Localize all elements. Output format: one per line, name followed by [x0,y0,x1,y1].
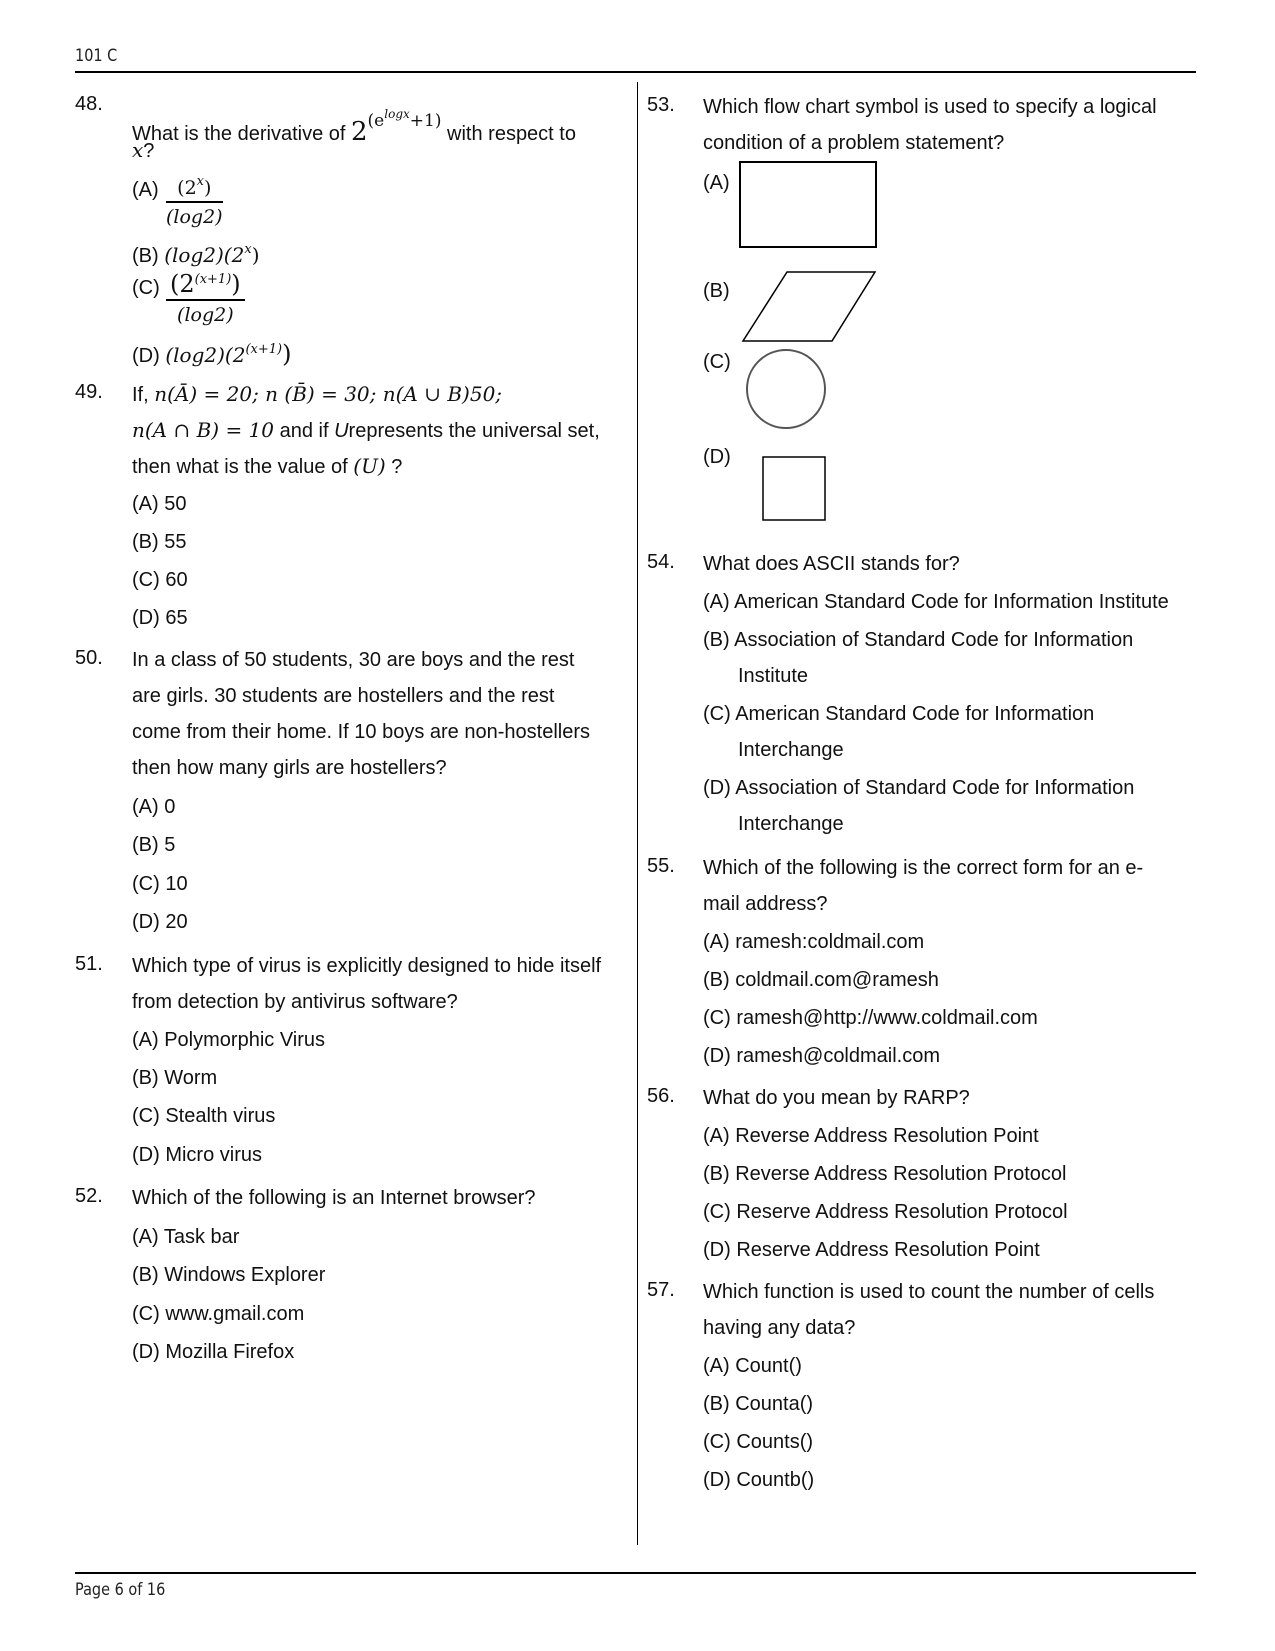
option-d[interactable]: (D) Association of Standard Code for Information [703,777,1135,799]
question-text-line2: are girls. 30 students are hostellers and the rest [132,685,555,707]
math-exponent: (elogx+1) [367,107,442,131]
question-number: 53. [647,94,675,116]
question-text-line1: Which of the following is the correct form for an e- [703,857,1144,879]
option-d[interactable]: (D) ramesh@coldmail.com [703,1045,941,1067]
option-d[interactable]: (D) Reserve Address Resolution Point [703,1239,1040,1261]
question-number: 57. [647,1279,675,1301]
option-b[interactable]: (B) 5 [132,834,176,856]
question-text-line1: If, n(Ā) = 20; n (B̄) = 30; n(A ∪ B)50; [132,382,503,406]
option-a[interactable]: (A) ramesh:coldmail.com [703,931,925,953]
option-c-fraction[interactable]: $(2^{(x+1)})$ (log2) [166,268,245,327]
question-text-line1: Which function is used to count the number of cells [703,1281,1155,1303]
question-text-line2: mail address? [703,893,828,915]
question-text-part: What is the derivative of [132,123,346,145]
question-number: 54. [647,551,675,573]
option-d[interactable]: (D) 65 [132,607,188,629]
option-c-continued[interactable]: Interchange [738,739,844,761]
option-a[interactable]: (A) Task bar [132,1226,240,1248]
option-d[interactable]: (D) Micro virus [132,1144,262,1166]
option-c-label[interactable]: (C) [132,277,160,299]
option-d[interactable]: (D) 20 [132,911,188,933]
option-d[interactable]: (D) Countb() [703,1469,815,1491]
option-c[interactable]: (C) Stealth virus [132,1105,276,1127]
question-text-line1: Which type of virus is explicitly designed to hide itself [132,955,602,977]
option-d-label[interactable]: (D) [703,446,731,468]
option-c-label[interactable]: (C) [703,351,731,373]
option-a[interactable]: (A) Reverse Address Resolution Point [703,1125,1039,1147]
math-base: 2 [351,117,368,147]
rectangle-process-symbol[interactable] [740,162,876,247]
option-b[interactable]: (B) Windows Explorer [132,1264,326,1286]
question-number: 55. [647,855,675,877]
option-c[interactable]: (C) American Standard Code for Information [703,703,1095,725]
question-number: 56. [647,1085,675,1107]
option-c[interactable]: (C) 10 [132,873,188,895]
question-number: 48. [75,93,103,115]
option-a[interactable]: (A) 0 [132,796,176,818]
option-a[interactable]: (A) Count() [703,1355,802,1377]
option-b[interactable]: (B) coldmail.com@ramesh [703,969,939,991]
option-a[interactable]: (A) Polymorphic Virus [132,1029,326,1051]
question-text-line4: then how many girls are hostellers? [132,757,447,779]
option-c[interactable]: (C) Reserve Address Resolution Protocol [703,1201,1068,1223]
option-d-continued[interactable]: Interchange [738,813,844,835]
option-a[interactable]: (A) American Standard Code for Information Institute [703,591,1169,613]
question-number: 51. [75,953,103,975]
option-b-label[interactable]: (B) [703,280,730,302]
option-b[interactable]: (B) Worm [132,1067,218,1089]
option-c[interactable]: (C) Counts() [703,1431,814,1453]
parallelogram-io-symbol[interactable] [743,272,875,341]
column-divider [637,82,638,1545]
question-text-line2: n(A ∩ B) = 10 and if Urepresents the universal set, [132,418,600,442]
question-number: 50. [75,647,103,669]
question-text-line2: from detection by antivirus software? [132,991,458,1013]
circle-connector-symbol[interactable] [747,350,825,428]
option-a-label[interactable]: (A) [703,172,730,194]
question-text-line3: then what is the value of (U) ? [132,454,403,478]
question-number: 49. [75,381,103,403]
option-b[interactable]: (B) Reverse Address Resolution Protocol [703,1163,1067,1185]
header-rule [75,71,1196,73]
option-b[interactable]: (B) Association of Standard Code for Information [703,629,1134,651]
question-text-line1: What do you mean by RARP? [703,1087,970,1109]
option-b-continued[interactable]: Institute [738,665,809,687]
option-a[interactable]: (A) 50 [132,493,187,515]
page-number: Page 6 of 16 [75,1580,166,1600]
question-text-line2: x? [132,138,155,162]
option-a-label[interactable]: (A) [132,179,159,201]
option-d[interactable]: (D) $(\log 2)(2^{(x+1)})$ [132,340,292,368]
option-c[interactable]: (C) 60 [132,569,188,591]
option-a-fraction[interactable]: (2$^x$) (log2) [166,174,223,228]
question-text-line3: come from their home. If 10 boys are non-hostellers [132,721,590,743]
question-text-line1: Which of the following is an Internet browser? [132,1187,536,1209]
footer-rule [75,1572,1196,1574]
option-b[interactable]: (B) (log2)(2$^x$) [132,242,260,267]
option-d[interactable]: (D) Mozilla Firefox [132,1341,295,1363]
question-text-line1: What does ASCII stands for? [703,553,960,575]
question-text-line2: having any data? [703,1317,856,1339]
square-symbol[interactable] [763,457,825,520]
option-b[interactable]: (B) 55 [132,531,187,553]
question-text-line1: In a class of 50 students, 30 are boys and the rest [132,649,575,671]
paper-code: 101 C [75,46,118,66]
option-b[interactable]: (B) Counta() [703,1393,814,1415]
question-text [132,102,576,146]
question-text-part: with respect to [447,123,576,145]
question-number: 52. [75,1185,103,1207]
option-c[interactable]: (C) ramesh@http://www.coldmail.com [703,1007,1038,1029]
question-text-line1: Which flow chart symbol is used to specify a logical [703,96,1157,118]
question-text-line2: condition of a problem statement? [703,132,1005,154]
option-c[interactable]: (C) www.gmail.com [132,1303,305,1325]
